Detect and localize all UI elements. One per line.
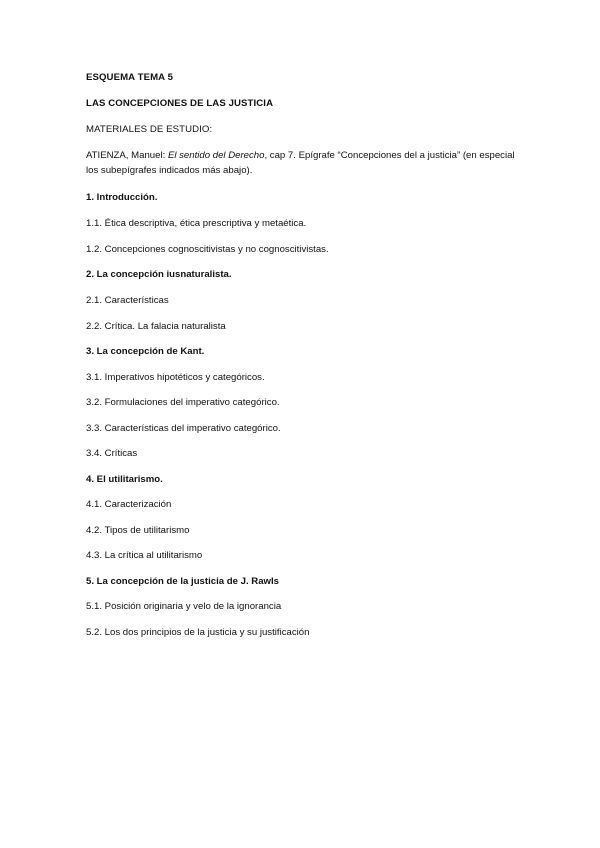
section-heading: 5. La concepción de la justicia de J. Rawls (86, 576, 280, 587)
section-item: 4.1. Caracterización (86, 499, 172, 510)
reference-paragraph (86, 148, 526, 178)
section-heading: 3. La concepción de Kant. (86, 346, 205, 357)
reference-author: ATIENZA, Manuel: (86, 150, 168, 161)
section-heading: 1. Introducción. (86, 192, 158, 203)
section-item: 5.2. Los dos principios de la justicia y su justificación (86, 627, 310, 638)
materials-heading: MATERIALES DE ESTUDIO: (86, 124, 213, 135)
section-item: 4.2. Tipos de utilitarismo (86, 525, 190, 536)
document-title: ESQUEMA TEMA 5 (86, 72, 174, 83)
section-item: 2.2. Crítica. La falacia naturalista (86, 321, 226, 332)
section-item: 3.2. Formulaciones del imperativo categórico. (86, 397, 280, 408)
section-item: 3.3. Características del imperativo categórico. (86, 423, 281, 434)
section-item: 4.3. La crítica al utilitarismo (86, 550, 203, 561)
section-heading: 2. La concepción iusnaturalista. (86, 269, 232, 280)
reference-book-title: El sentido del Derecho (167, 150, 265, 161)
reference-details: , cap 7. Epígrafe “Concepciones del a justicia” (en especial los subepígrafes indicados más abajo). (86, 150, 515, 176)
section-item: 3.1. Imperativos hipotéticos y categóricos. (86, 372, 265, 383)
section-item: 2.1. Características (86, 295, 169, 306)
section-item: 1.2. Concepciones cognoscitivistas y no cognoscitivistas. (86, 244, 329, 255)
section-item: 3.4. Críticas (86, 448, 138, 459)
section-item: 5.1. Posición originaria y velo de la ignorancia (86, 601, 282, 612)
document-subtitle: LAS CONCEPCIONES DE LAS JUSTICIA (86, 98, 274, 109)
section-heading: 4. El utilitarismo. (86, 474, 163, 485)
section-item: 1.1. Ética descriptiva, ética prescriptiva y metaética. (86, 218, 307, 229)
